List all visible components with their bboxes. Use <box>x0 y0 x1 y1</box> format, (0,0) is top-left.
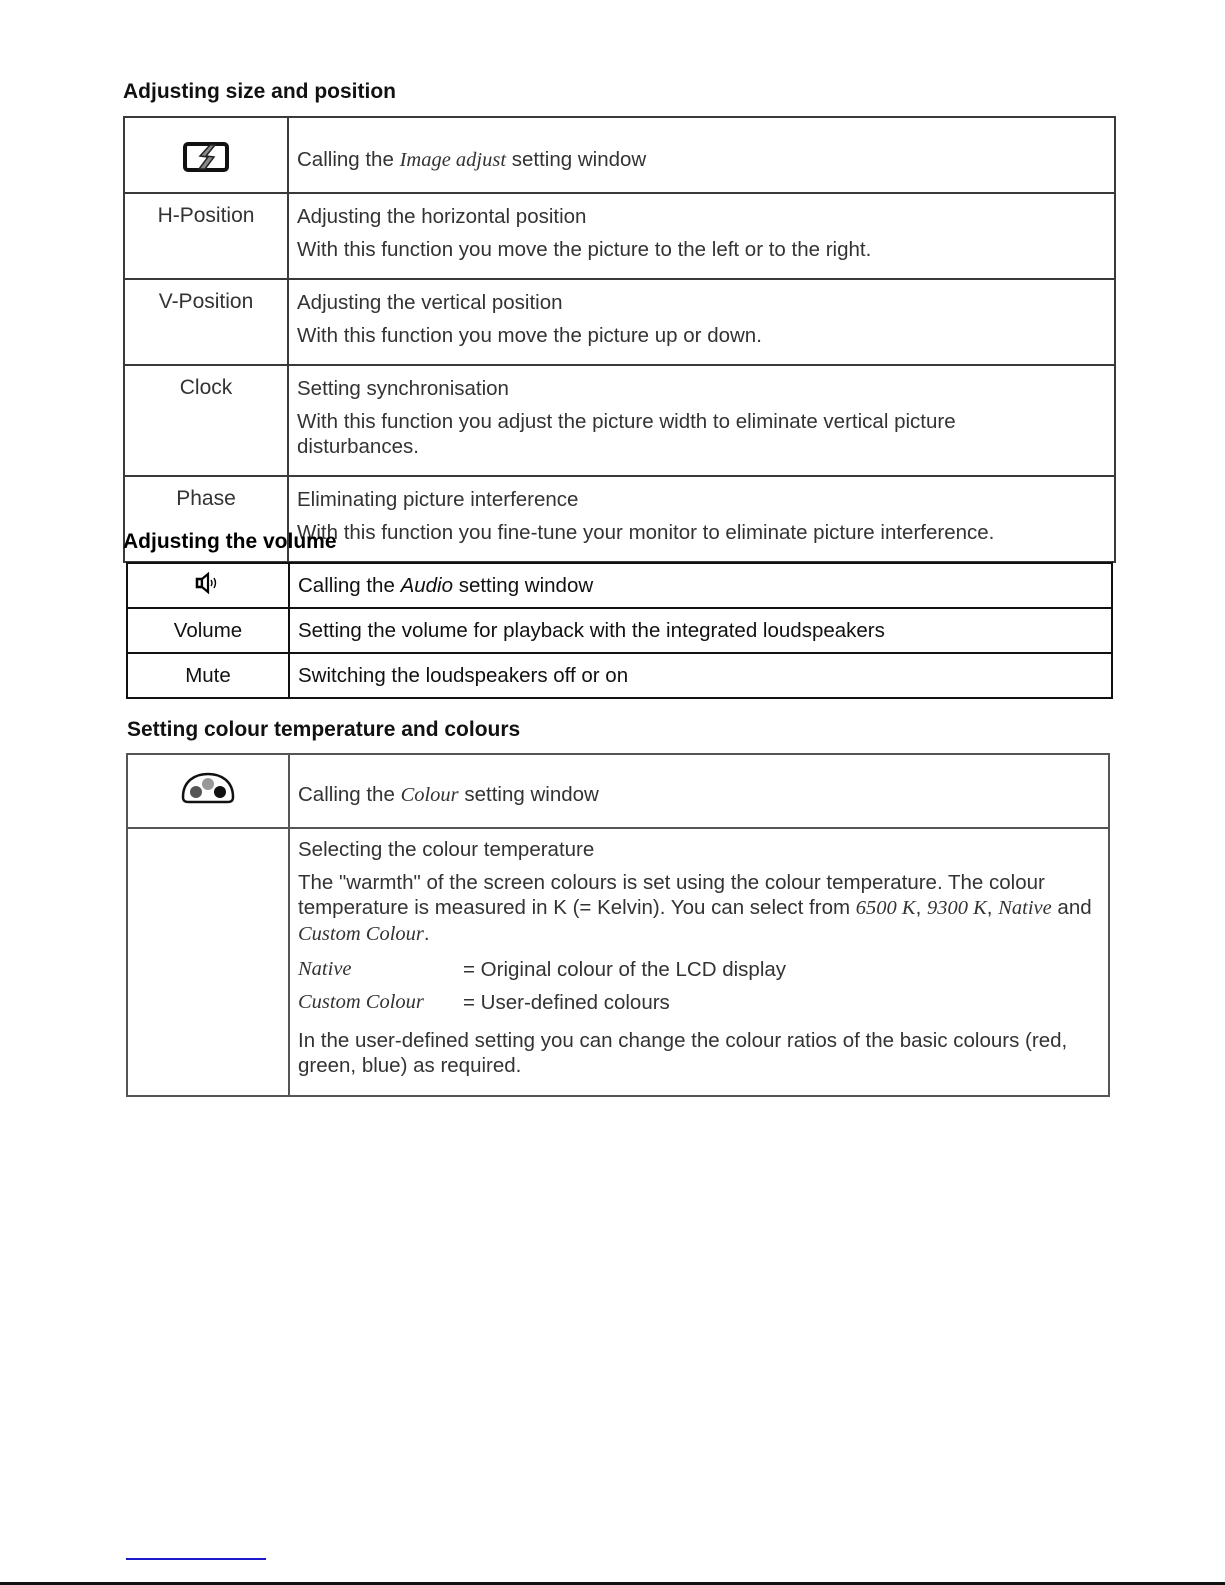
colour-palette-icon <box>179 771 237 811</box>
desc-heading: Selecting the colour temperature <box>298 838 595 861</box>
desc-heading: Setting synchronisation <box>297 377 509 400</box>
key-cell <box>127 563 289 608</box>
definition-native: Native = Original colour of the LCD display <box>298 958 787 981</box>
desc-text: With this function you move the picture up or down. <box>297 324 762 347</box>
speaker-icon <box>195 572 221 600</box>
key-cell: V-Position <box>124 279 288 365</box>
table-row <box>127 754 1109 828</box>
key-cell: Phase <box>124 476 288 562</box>
desc-cell: Calling the Colour setting window <box>289 754 1109 828</box>
desc-cell <box>288 117 1115 193</box>
desc-outro: In the user-defined setting you can change the colour ratios of the basic colours (red, green, blue) as required. <box>298 1029 1068 1077</box>
desc-line: Calling the Image adjust setting window <box>297 148 647 171</box>
section-title-volume: Adjusting the volume <box>123 530 337 553</box>
desc-text: With this function you fine-tune your monitor to eliminate picture interference. <box>297 521 995 544</box>
desc-heading: Adjusting the horizontal position <box>297 205 587 228</box>
section-title-colour: Setting colour temperature and colours <box>127 718 521 741</box>
desc-cell: Calling the Audio setting window <box>289 563 1112 608</box>
footnote-separator-link <box>126 1558 266 1560</box>
table-row <box>124 279 1115 365</box>
desc-cell <box>289 828 1109 1096</box>
desc-cell: Switching the loudspeakers off or on <box>289 653 1112 698</box>
key-cell <box>127 828 289 1096</box>
table-row <box>124 117 1115 193</box>
image-adjust-icon <box>183 141 229 179</box>
key-cell <box>127 754 289 828</box>
table-row <box>127 608 1112 653</box>
table-row <box>127 828 1109 1096</box>
desc-heading: Eliminating picture interference <box>297 488 579 511</box>
volume-table <box>126 562 1113 699</box>
key-cell: Clock <box>124 365 288 476</box>
table-row <box>124 193 1115 279</box>
desc-cell: Setting the volume for playback with the integrated loudspeakers <box>289 608 1112 653</box>
desc-cell <box>288 193 1115 279</box>
definition-custom-colour: Custom Colour = User-defined colours <box>298 991 670 1014</box>
key-cell: Volume <box>127 608 289 653</box>
key-cell: H-Position <box>124 193 288 279</box>
desc-intro: The "warmth" of the screen colours is set using the colour temperature. The colour temperature is measured in K (= Kelvin). You can select from 6500 K, 9300 K, Native and Custom Colour. <box>298 871 1092 945</box>
desc-text: With this function you move the picture to the left or to the right. <box>297 238 872 261</box>
size-position-table <box>123 116 1116 563</box>
key-cell <box>124 117 288 193</box>
section-title-size-position: Adjusting size and position <box>123 80 396 103</box>
desc-cell <box>288 279 1115 365</box>
desc-cell <box>288 476 1115 562</box>
table-row <box>124 365 1115 476</box>
desc-cell <box>288 365 1115 476</box>
desc-heading: Adjusting the vertical position <box>297 291 563 314</box>
key-cell: Mute <box>127 653 289 698</box>
table-row <box>127 653 1112 698</box>
table-row <box>127 563 1112 608</box>
colour-table <box>126 753 1110 1097</box>
desc-text: With this function you adjust the picture width to eliminate vertical picture disturbances. <box>297 410 956 458</box>
